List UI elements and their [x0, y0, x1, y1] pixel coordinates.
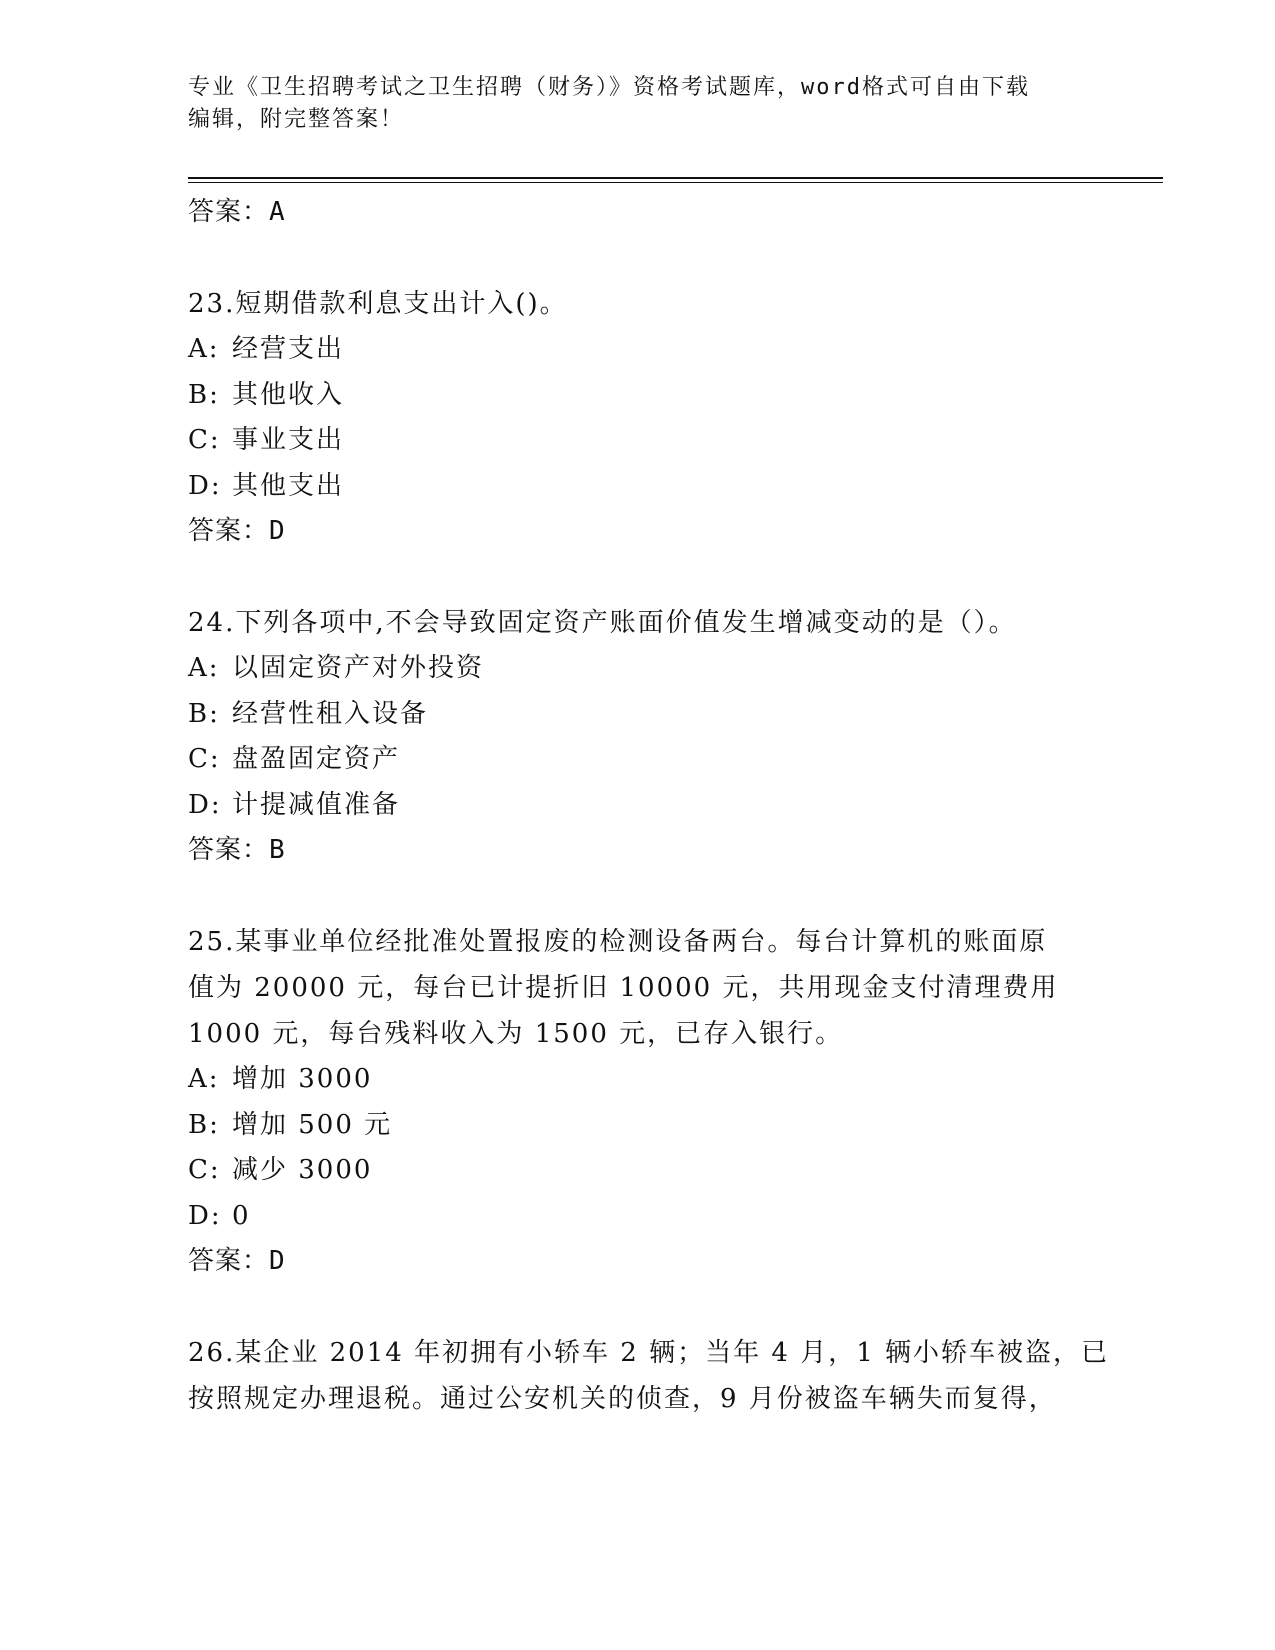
- option-key: C:: [188, 1155, 221, 1185]
- option-item: [188, 418, 1108, 464]
- option-item: [188, 1194, 1108, 1240]
- question-text-line: 26.某企业 2014 年初拥有小轿车 2 辆；当年 4 月，1 辆小轿车被盗，已: [188, 1338, 1109, 1368]
- option-item: [188, 1148, 1108, 1194]
- question-spacer: [188, 1283, 1108, 1330]
- question-text-line: 25.某事业单位经批准处置报废的检测设备两台。每台计算机的账面原: [188, 927, 1048, 957]
- question-text-line: 23.短期借款利息支出计入()。: [188, 289, 568, 319]
- option-text: 增加 500 元: [232, 1109, 393, 1140]
- header-line-2: 编辑，附完整答案！: [188, 107, 405, 132]
- header-line-1: 专业《卫生招聘考试之卫生招聘（财务）》资格考试题库，word格式可自由下载: [188, 75, 1030, 100]
- option-key: C:: [188, 425, 221, 455]
- option-text: 以固定资产对外投资: [232, 653, 485, 683]
- option-text: 经营支出: [232, 334, 345, 364]
- option-key: B:: [188, 698, 220, 729]
- option-item: [188, 646, 1108, 692]
- option-key: A:: [188, 334, 220, 364]
- answer-line: 答案：D: [188, 1246, 286, 1276]
- option-text: 其他支出: [232, 470, 345, 501]
- option-key: D:: [188, 789, 222, 820]
- answer-line: 答案：D: [188, 516, 286, 546]
- answer-line: 答案：A: [188, 197, 286, 227]
- option-item: [188, 1103, 1108, 1149]
- question-block: [188, 600, 1108, 872]
- option-item: [188, 327, 1108, 373]
- question-block: [188, 1330, 1108, 1422]
- option-item: [188, 1057, 1108, 1103]
- option-text: 盘盈固定资产: [232, 744, 401, 774]
- option-key: B:: [188, 379, 220, 410]
- option-item: [188, 373, 1108, 419]
- question-block: [188, 919, 1108, 1283]
- option-key: D:: [188, 1200, 222, 1231]
- option-item: [188, 692, 1108, 738]
- option-text: 其他收入: [232, 379, 345, 410]
- option-key: A:: [188, 653, 220, 683]
- option-text: 事业支出: [232, 425, 345, 455]
- question-list: [188, 190, 1108, 1422]
- header-divider-thin: [188, 182, 1163, 183]
- question-spacer: [188, 553, 1108, 600]
- option-item: [188, 783, 1108, 829]
- option-text: 计提减值准备: [232, 789, 401, 820]
- option-key: A:: [188, 1064, 220, 1094]
- option-text: 经营性租入设备: [232, 698, 429, 729]
- option-item: [188, 464, 1108, 510]
- option-text: 增加 3000: [232, 1064, 373, 1094]
- question-block: [188, 281, 1108, 553]
- option-key: C:: [188, 744, 221, 774]
- question-spacer: [188, 872, 1108, 919]
- option-text: 减少 3000: [232, 1155, 373, 1185]
- header-divider-thick: [188, 177, 1163, 179]
- question-text-line: 24.下列各项中,不会导致固定资产账面价值发生增减变动的是（）。: [188, 608, 1017, 638]
- option-item: [188, 737, 1108, 783]
- page-header: [188, 72, 1088, 136]
- answer-line: 答案：B: [188, 835, 286, 865]
- question-text-line: 值为 20000 元，每台已计提折旧 10000 元，共用现金支付清理费用: [188, 973, 1059, 1003]
- question-text-line: 按照规定办理退税。通过公安机关的侦查，9 月份被盗车辆失而复得，: [188, 1384, 1057, 1414]
- option-key: D:: [188, 470, 222, 501]
- option-key: B:: [188, 1109, 220, 1140]
- question-spacer: [188, 234, 1108, 281]
- question-text-line: 1000 元，每台残料收入为 1500 元，已存入银行。: [188, 1019, 844, 1049]
- option-text: 0: [232, 1200, 251, 1231]
